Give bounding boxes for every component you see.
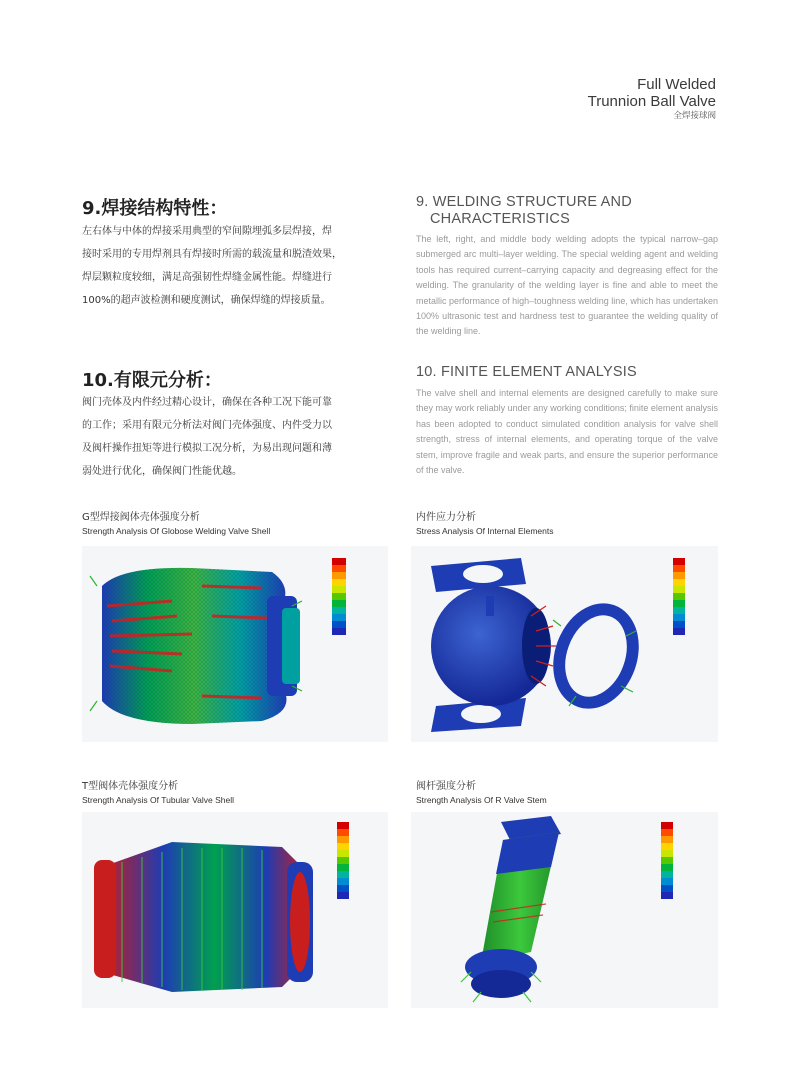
section9-cn-line: 左右体与中体的焊接采用典型的窄间隙埋弧多层焊接，焊 [82,226,332,237]
figure-caption-cn: 阀杆强度分析 [416,781,476,792]
figure-caption-cn: 内件应力分析 [416,512,476,523]
figure-caption [416,780,547,807]
section10-cn-title: 10.有限元分析： [82,370,222,391]
fea-image-tubular-valve-shell [82,812,388,1008]
page-header [588,76,716,122]
section10-cn-line: 的工作；采用有限元分析法对阀门壳体强度、内件受力以 [82,420,332,431]
section9-cn-title: 9.焊接结构特性： [82,198,228,219]
figure-caption-cn: G型焊接阀体壳体强度分析 [82,512,200,523]
section10-cn-line: 弱处进行优化，确保阀门性能优越。 [82,466,242,477]
section10-cn-line: 及阀杆操作扭矩等进行模拟工况分析，为易出现问题和薄 [82,443,332,454]
section9-en-body: The left, right, and middle body welding adopts the typical narrow–gap submerged arc multi–layer welding. The special welding agent and welding tools has required current–carrying capacity and degreasing effect for the welding. The granularity of the welding layer is fine and able to meet the metallic performance of high–toughness welding line, which has undertaken 100% ultrasonic test and hardness test to guarantee the welding quality of the welding line. [416,234,718,337]
section10-en-title: 10. FINITE ELEMENT ANALYSIS [416,364,637,380]
figure-caption [416,511,553,538]
section10-en-body: The valve shell and internal elements are designed carefully to make sure they may work reliably under any working conditions; finite element analysis has been adopted to conduct simulated condition analysis for valve shell strength, stress of internal elements, and operating torque of the valve stem, improve fragile and weak parts, and ensure the superior performance of the valve. [416,388,718,476]
header-title-line2: Trunnion Ball Valve [587,93,716,110]
figure-caption-en: Strength Analysis Of Tubular Valve Shell [82,795,234,805]
section9-cn-line: 100%的超声波检测和硬度测试，确保焊缝的焊接质量。 [82,295,331,306]
figure-caption [82,780,234,807]
fea-image-globose-valve-shell [82,546,388,742]
section9-en-title-line1: 9. WELDING STRUCTURE AND [416,194,632,210]
fea-image-valve-stem [411,812,718,1008]
section9-en-title-line2: CHARACTERISTICS [430,211,570,227]
header-title-cn: 全焊接球阀 [673,111,716,121]
figure-caption-en: Strength Analysis Of Globose Welding Valve Shell [82,526,271,536]
section10-cn-line: 阀门壳体及内件经过精心设计，确保在各种工况下能可靠 [82,397,332,408]
figure-caption-en: Stress Analysis Of Internal Elements [416,526,554,536]
section9-cn-body [82,220,374,312]
section10-cn-body [82,391,374,483]
figure-caption-en: Strength Analysis Of R Valve Stem [416,795,547,805]
fea-image-internal-elements [411,546,718,742]
figure-caption-cn: T型阀体壳体强度分析 [82,781,179,792]
section9-cn-line: 接时采用的专用焊剂具有焊接时所需的载流量和脱渣效果， [82,249,342,260]
section9-en-title [416,194,632,228]
figure-caption [82,511,270,538]
header-title-line1: Full Welded [637,76,716,93]
section9-cn-line: 焊层颗粒度较细，满足高强韧性焊缝金属性能。焊缝进行 [82,272,332,283]
